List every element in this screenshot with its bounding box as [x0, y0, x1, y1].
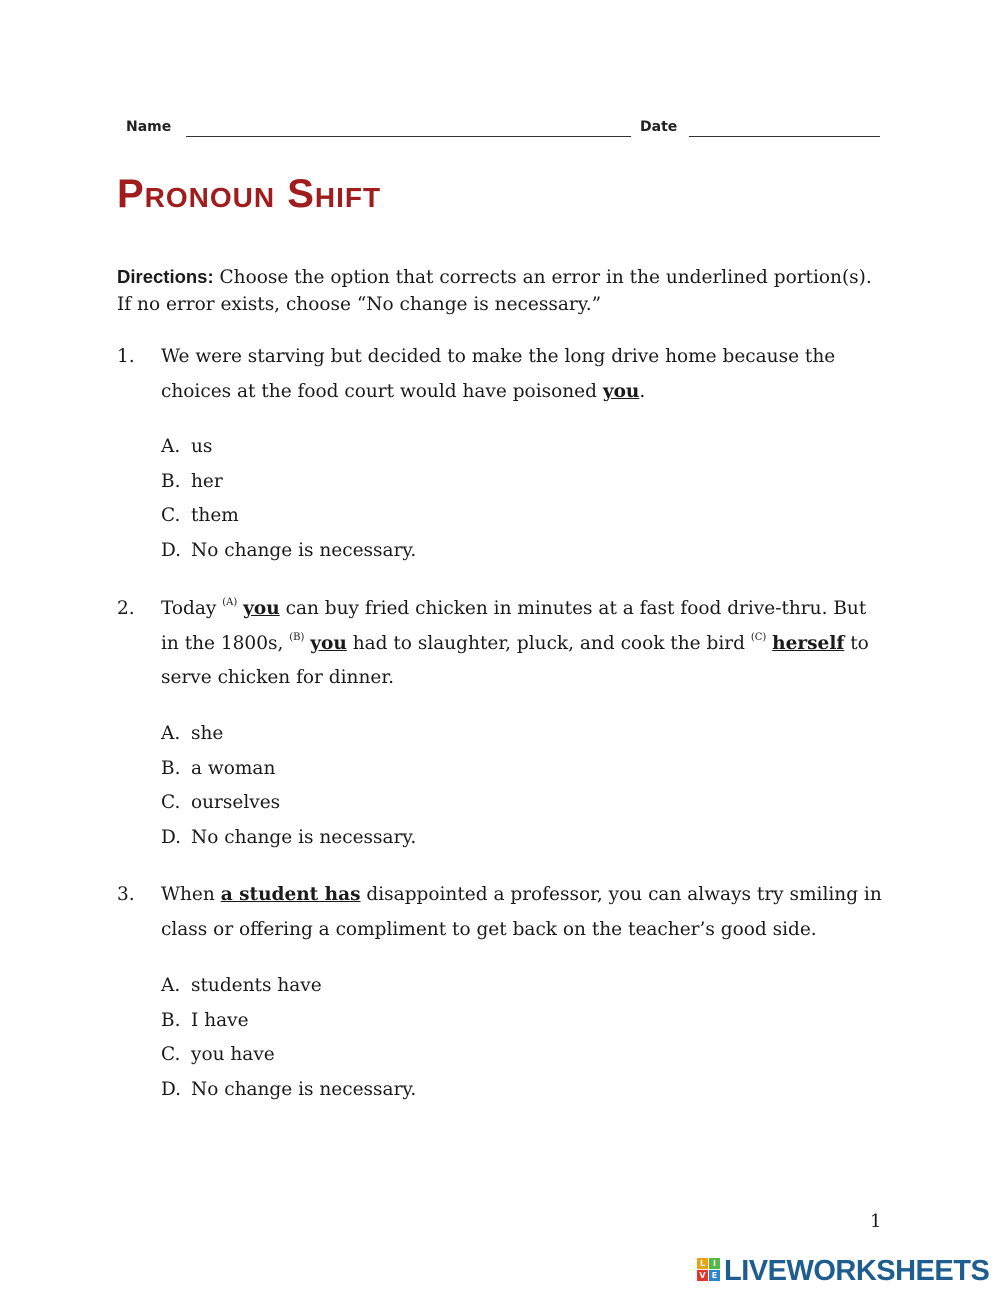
- option-a[interactable]: [161, 436, 212, 457]
- name-field-line[interactable]: [186, 136, 631, 137]
- option-text: she: [191, 723, 224, 744]
- option-letter: A.: [161, 436, 181, 457]
- question-text-segment: had to slaughter, pluck, and cook the bird: [346, 632, 751, 654]
- option-letter: D.: [161, 1079, 182, 1100]
- underlined-portion-a: you: [243, 598, 280, 619]
- question-text: [161, 340, 887, 409]
- option-text: students have: [191, 975, 322, 996]
- directions-text: Choose the option that corrects an error in the underlined portion(s). If no error exists, choose “No change is necessary.”: [117, 267, 872, 315]
- question-text-segment: can buy fried chicken in minutes at a fast food drive-thru. But in the 1800s,: [161, 598, 867, 654]
- underlined-portion: a student has: [220, 884, 361, 905]
- option-c[interactable]: [161, 792, 280, 813]
- option-text: I have: [191, 1010, 249, 1031]
- option-letter: C.: [161, 505, 181, 526]
- option-letter: D.: [161, 827, 182, 848]
- option-letter: A.: [161, 723, 181, 744]
- option-text: ourselves: [191, 792, 281, 813]
- underlined-portion: you: [602, 380, 640, 402]
- marker-c: (C): [750, 631, 767, 643]
- option-text: No change is necessary.: [191, 827, 417, 848]
- option-text: you have: [191, 1044, 275, 1065]
- option-b[interactable]: [161, 758, 275, 779]
- option-letter: C.: [161, 792, 181, 813]
- marker-b: (B): [289, 631, 305, 643]
- option-text: us: [191, 436, 213, 457]
- option-letter: D.: [161, 540, 182, 561]
- question-text-segment: When: [161, 884, 221, 905]
- question-text-segment: We were starving but decided to make the long drive home because the choices at the food court would have poisoned: [161, 346, 836, 402]
- option-text: a woman: [191, 758, 276, 779]
- option-d[interactable]: [161, 1079, 416, 1100]
- question-text-segment: .: [639, 380, 646, 402]
- question-text: [161, 878, 887, 947]
- option-d[interactable]: [161, 540, 416, 561]
- option-letter: B.: [161, 471, 181, 492]
- page-number: 1: [870, 1211, 882, 1232]
- option-c[interactable]: [161, 505, 239, 526]
- page-title: Pronoun Shift: [117, 172, 382, 216]
- logo-cell: I: [709, 1258, 720, 1269]
- marker-a: (A): [222, 597, 238, 608]
- underlined-portion-c: herself: [772, 632, 845, 654]
- question-number: 1.: [117, 346, 135, 367]
- option-a[interactable]: [161, 723, 223, 744]
- option-c[interactable]: [161, 1044, 275, 1065]
- question-text: [161, 592, 887, 696]
- logo-cell: E: [709, 1270, 720, 1281]
- option-b[interactable]: [161, 1010, 249, 1031]
- directions: [117, 263, 877, 318]
- name-label: Name: [126, 119, 172, 135]
- option-text: No change is necessary.: [191, 540, 417, 561]
- logo-grid-icon: [697, 1258, 721, 1282]
- logo-cell: V: [697, 1270, 708, 1281]
- question-text-segment: to serve chicken for dinner.: [161, 632, 869, 688]
- option-text: her: [191, 471, 223, 492]
- underlined-portion-b: you: [310, 632, 347, 654]
- name-date-header: [126, 118, 882, 142]
- option-letter: B.: [161, 1010, 181, 1031]
- question-number: 2.: [117, 598, 135, 619]
- question-text-segment: disappointed a professor, you can always try smiling in class or offering a compliment to get back on the teacher’s good side.: [161, 884, 882, 940]
- option-b[interactable]: [161, 471, 223, 492]
- question-text-segment: Today: [161, 598, 223, 619]
- option-a[interactable]: [161, 975, 322, 996]
- option-d[interactable]: [161, 827, 416, 848]
- option-letter: C.: [161, 1044, 181, 1065]
- option-text: No change is necessary.: [191, 1079, 417, 1100]
- brand-text: LIVEWORKSHEETS: [724, 1255, 990, 1287]
- option-letter: B.: [161, 758, 181, 779]
- option-text: them: [191, 505, 239, 526]
- date-label: Date: [640, 119, 678, 135]
- date-field-line[interactable]: [689, 136, 880, 137]
- directions-label: Directions:: [117, 266, 214, 287]
- logo-cell: L: [697, 1258, 708, 1269]
- question-number: 3.: [117, 884, 135, 905]
- option-letter: A.: [161, 975, 181, 996]
